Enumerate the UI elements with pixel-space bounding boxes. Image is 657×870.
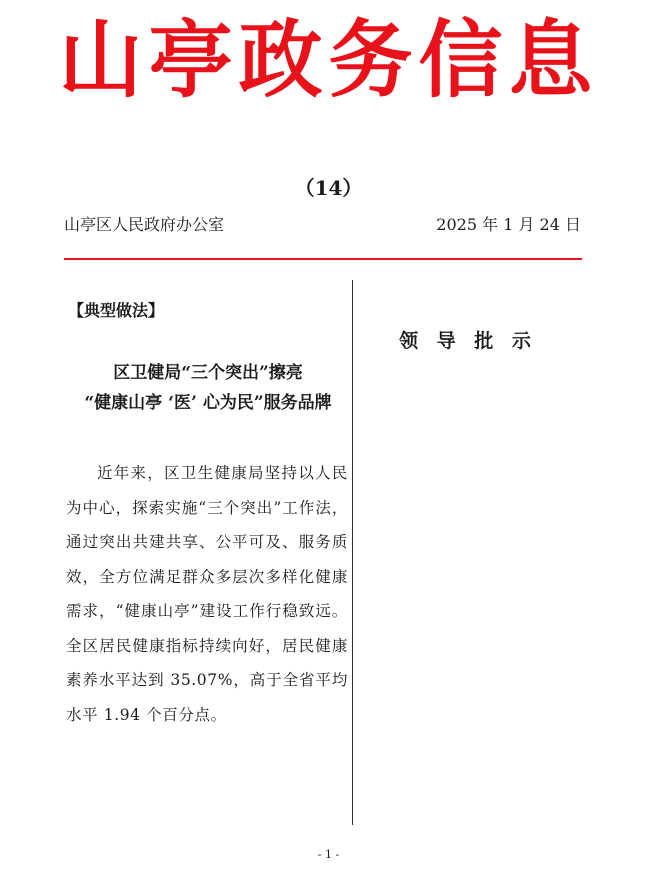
- headline-line-2: “健康山亭 ‘医’ 心为民”服务品牌: [84, 393, 332, 413]
- article-headline: [64, 358, 352, 418]
- masthead-title: 山亭政务信息: [58, 11, 599, 109]
- page-number: - 1 -: [317, 848, 340, 861]
- column-divider: [352, 280, 353, 825]
- headline-line-1: 区卫健局“三个突出”擦亮: [113, 363, 303, 383]
- issue-number: （14）: [294, 176, 363, 200]
- issuer-name: 山亭区人民政府办公室: [64, 215, 225, 234]
- article-body: 近年来，区卫生健康局坚持以人民为中心，探索实施“三个突出”工作法，通过突出共建共享、公平可及、服务质效，全方位满足群众多层次多样化健康需求，“健康山亭”建设工作行稳致远。全区居民健康指标持续向好，居民健康素养水平达到 35.07%，高于全省平均水平 1.94 个百分点。: [66, 464, 348, 724]
- section-tag: 【典型做法】: [68, 301, 165, 320]
- leader-comments-heading: 领 导 批 示: [399, 330, 537, 352]
- issue-date: 2025 年 1 月 24 日: [436, 215, 581, 234]
- red-separator-rule: [64, 258, 582, 260]
